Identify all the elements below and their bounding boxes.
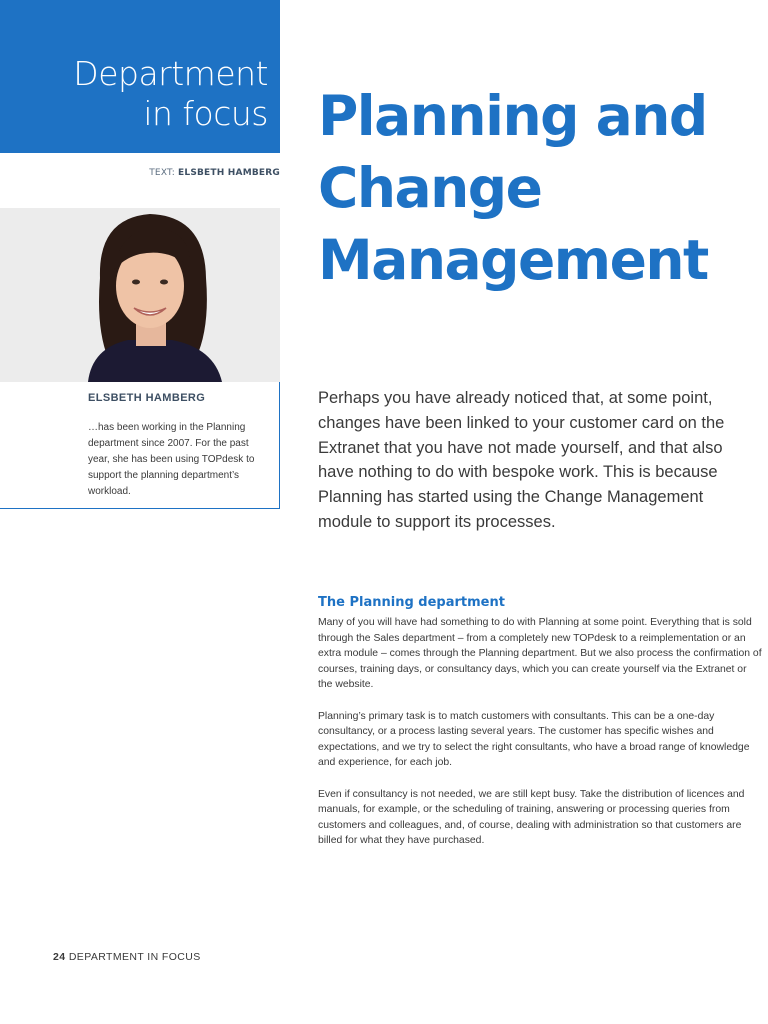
profile-name: ELSBETH HAMBERG: [88, 392, 206, 404]
article-title-line: Management: [318, 228, 708, 292]
body-paragraph: Even if consultancy is not needed, we are still kept busy. Take the distribution of licences and manuals, for example, or the scheduling of training, answering or processing queries from customers and colleagues, and, of course, dealing with administration so that customers are billed for what they have purchased.: [318, 788, 745, 847]
section-title-line1: Department: [73, 54, 268, 93]
section-title-line2: in focus: [143, 94, 268, 133]
profile-box: [0, 382, 280, 509]
article-title-line: Planning and: [318, 84, 707, 148]
page-footer: [53, 951, 201, 963]
article-title-line: Change: [318, 156, 542, 220]
byline: [0, 168, 280, 178]
byline-author: ELSBETH HAMBERG: [178, 168, 280, 178]
article-body: [318, 615, 763, 865]
byline-prefix: TEXT:: [149, 168, 175, 178]
section-heading: The Planning department: [318, 595, 505, 610]
page-number: 24: [53, 951, 66, 963]
body-paragraph: Many of you will have had something to do with Planning at some point. Everything that is sold through the Sales department – from a completely new TOPdesk to a reimplementation or an extra module – comes through the Planning department. But we also process the confirmation of courses, training days, or consultancy days, which you can create yourself via the Extranet or the website.: [318, 617, 762, 691]
article-intro: Perhaps you have already noticed that, at some point, changes have been linked to your customer card on the Extranet that you have not made yourself, and that also have nothing to do with bespoke work. This is because Planning has started using the Change Management module to support its processes.: [318, 389, 725, 531]
portrait-photo: [0, 208, 280, 382]
profile-bio: …has been working in the Planning department since 2007. For the past year, she has been using TOPdesk to support the planning department’s workload.: [88, 422, 255, 497]
section-header-box: [0, 0, 280, 153]
body-paragraph: Planning’s primary task is to match customers with consultants. This can be a one-day consultancy, or a process lasting several years. The customer has specific wishes and expectations, and we try to select the right consultants, who have a broad range of knowledge and experience, for each job.: [318, 710, 750, 769]
footer-section: DEPARTMENT IN FOCUS: [68, 951, 201, 963]
article-title: [318, 80, 758, 296]
